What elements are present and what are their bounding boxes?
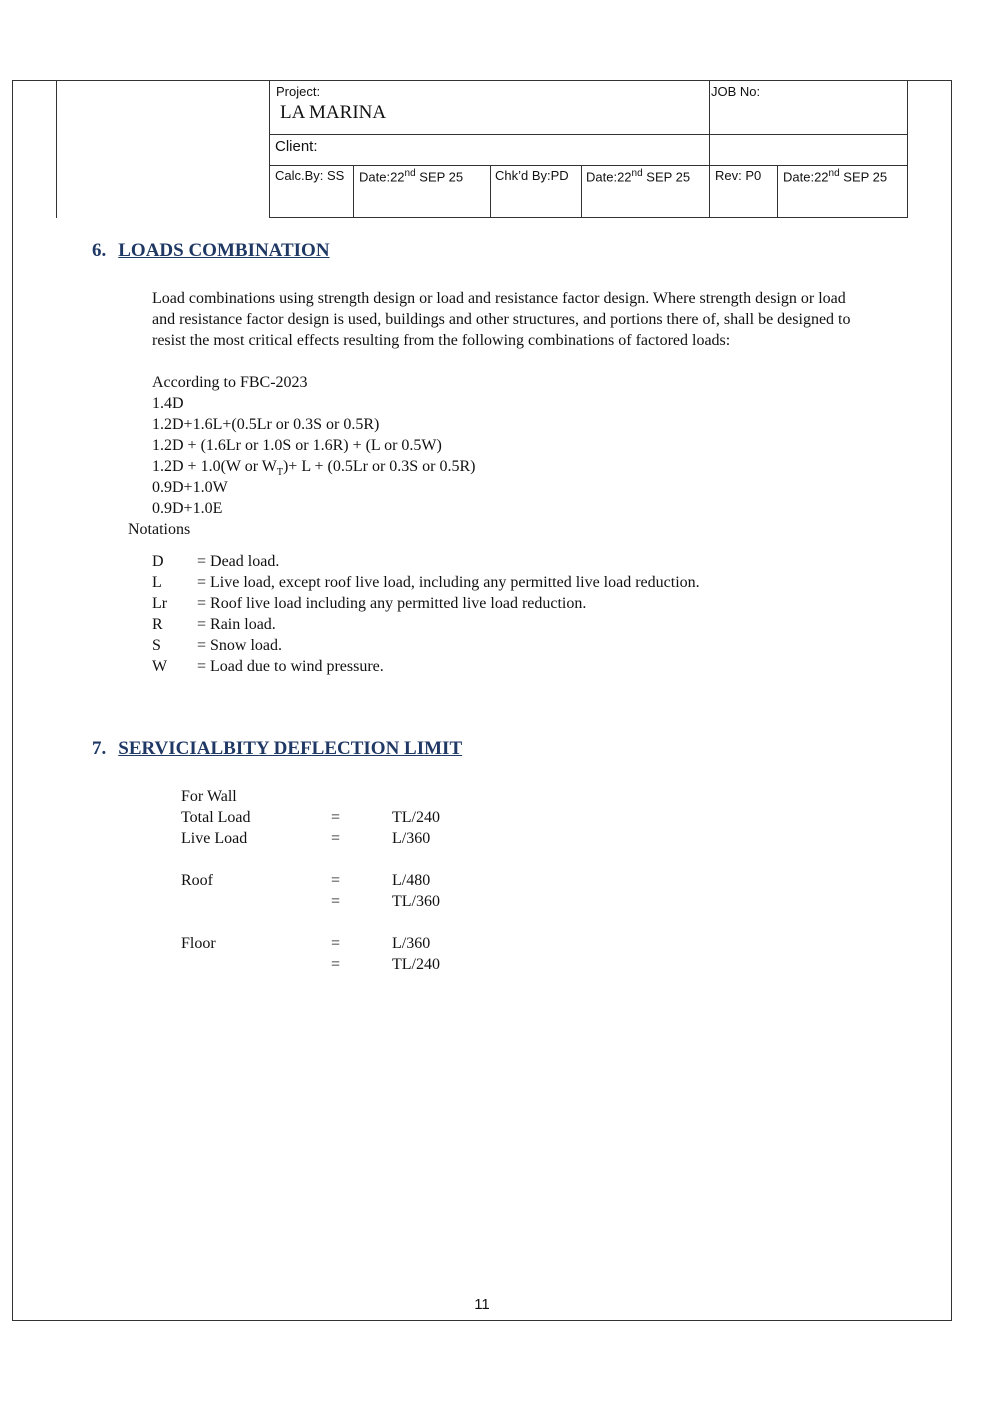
section-7-heading [92,738,462,760]
title-block [269,80,908,218]
section-title: SERVICIALBITY DEFLECTION LIMIT [118,738,463,759]
deflection-row: Live Load = L/360 [181,830,431,847]
combo-line: 1.2D + (1.6Lr or 1.0S or 1.6R) + (L or 0.5W) [152,437,442,454]
rev-date: Date:22nd SEP 25 [783,168,888,185]
calc-by: Calc.By: SS [275,168,345,183]
section-6-heading [92,240,330,262]
load-combination-intro: Load combinations using strength design or load and resistance factor design. Where strength design or load and resistance factor design is used, buildings and other structures, and portions there of, shall be designed to resist the most critical effects resulting from the following combinations of factored loads: [152,290,851,349]
deflection-row: = TL/360 [331,893,440,910]
project-label: Project: [276,84,321,99]
checked-by: Chk’d By:PD [495,168,569,183]
notations-label: Notations [128,521,191,538]
section-title: LOADS COMBINATION [118,240,330,261]
check-date: Date:22nd SEP 25 [586,168,691,185]
job-no-label: JOB No: [711,84,761,99]
for-wall-label: For Wall [181,788,237,805]
frame-top-extension [908,80,952,81]
notation-list [152,551,700,677]
margin-line [56,80,57,218]
code-reference: According to FBC-2023 [152,374,308,391]
combo-line: 0.9D+1.0W [152,479,228,496]
notation-row: W = Load due to wind pressure. [152,658,384,675]
notation-row: L = Live load, except roof live load, including any permitted live load reduction. [152,574,700,591]
page-number: 11 [474,1296,490,1313]
page-border [12,80,952,1321]
deflection-row: Roof = L/480 [181,872,431,889]
notation-row: Lr = Roof live load including any permitted live load reduction. [152,595,587,612]
section-number: 6. [92,240,107,261]
deflection-row: Floor = L/360 [181,935,431,952]
combo-line: 1.2D+1.6L+(0.5Lr or 0.3S or 0.5R) [152,416,380,433]
combination-list [152,372,476,519]
notation-row: R = Rain load. [152,616,276,633]
calc-date: Date:22nd SEP 25 [359,168,464,185]
notation-row: D = Dead load. [152,553,280,570]
deflection-row: Total Load = TL/240 [181,809,440,826]
project-name: LA MARINA [280,102,387,123]
notation-row: S = Snow load. [152,637,283,654]
deflection-limits [181,807,440,975]
section-number: 7. [92,738,107,759]
combo-line: 1.2D + 1.0(W or $W_T)+ L + (0.5Lr$ or 0.3S or 0.5R) [152,458,476,479]
combo-line: 1.4D [152,395,184,412]
client-label: Client: [275,138,318,155]
combo-line: 0.9D+1.0E [152,500,223,517]
revision: Rev: P0 [715,168,762,183]
deflection-row: = TL/240 [331,956,440,973]
